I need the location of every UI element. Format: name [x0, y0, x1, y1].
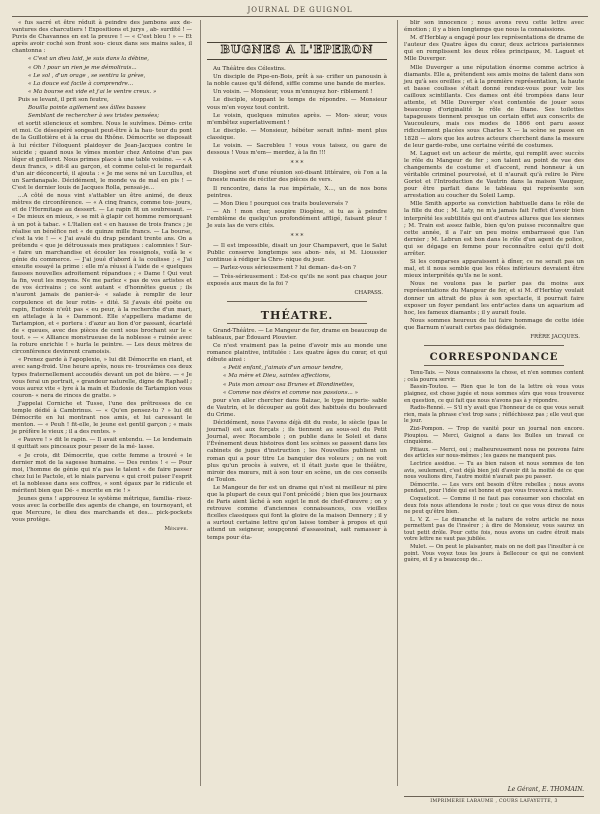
paragraph: Puis se levant, il prit son feutre,	[18, 96, 109, 103]
verse-line: « La douce est facile à comprendre...	[28, 80, 134, 87]
paragraph: « Je crois, dit Démocrite, que cette femme a trouvé « le dernier mot de la sagesse humaine. — Des rentes ! « — Pour moi, l'homme de génie qui n'a pas le talent « de faire passer chez lui le Pactole, et le niais parvenu « qui croit puiser l'esprit et la noblesse dans ses coffres, « sont égaux par le ridicule et méritent bien que Dé- « mocrite en rie ! »	[12, 452, 192, 494]
column-divider-1	[200, 20, 201, 786]
verse-line: « Ma bourse est vide et j'ai le ventre creux. »	[28, 88, 157, 95]
signature: Ménippe.	[164, 526, 188, 533]
paragraph: J'appelai Corniche et Tusse, l'une des prêtresses de ce temple dédié à Cambrinus. — « Qu'en pensez-tu ? » lui dit Démocrite en lui montrant nos amis, et lui caressant le menton. — « Peuh ! fit-elle, le jeune est gentil garçon ; « mais je préfère le vieux ; il a des rentes. »	[12, 400, 192, 436]
paragraph: blir son innocence ; nous avons revu cette lettre avec émotion ; il y a bien longtemps que nous la connaissions.	[404, 20, 584, 34]
list-item: Pitiaux. — Merci, oui ; malheureusement nous ne pouvons faire des articles sur nous-mêmes ; les gazes ne manquent pas.	[404, 446, 584, 460]
paragraph: Si les comparses apparaissent à dîner, ce ne serait pas un mal, et il nous semble que les rôles inférieurs devraient être mieux interprétés qu'ils ne le sont.	[404, 259, 584, 280]
list-item: Bassin-Toutou. — Rien que le ton de la lettre où vous vous plaignez, est chose jugée et nous sommes sûrs que vous trouverez en question, ce qui fait que nous n'avons pas à y répondre.	[404, 384, 584, 404]
paragraph: « Pauvre ! » dit le rapin. — Il avait entendu. — Le lendemain il quittait ses pinceaux pour peser de la mé- lasse.	[12, 437, 192, 451]
paragraph: Le disciple, stoppant le temps de répondre. — Monsieur vous m'en voyez tout contrit.	[207, 97, 387, 111]
paragraph: Un disciple de Pipe-en-Bois, prêt à sa- crifier un panousin à la noble cause qu'il défend, siffle comme une bande de merles.	[207, 74, 387, 88]
divider	[424, 345, 564, 346]
paragraph: ...A côté de nous vint s'attabler un être animé, de deux mètres de circonférence. — « A cinq francs, comme tou- jours, et de l'Hermitage au dessert. — Le rapin fit un soubresaut. — « De mieux en mieux, » se mit à glapir cet homme remorquant à un pot à tabac. « L'Italien est « en hausse de trois francs ; je réalise un bénéfice net « de quinze mille francs. — La bourse, c'est la vie ! — « J'ai avalé du drap pendant trente ans. On a prétendu « que je détroussais mes pratiques : calomnies ! Sur- « faire un marchandise et écouler les rossignols, voilà le « génie du commerce. — J'ai joué d'abord à la coulisse ; « J'ai ensuite essayé la prime : elle m'a réussi à l'aide de « quelques fausses nouvelles adroitement répandues ; « Dame ! Qui veut la fin, veut les moyens. Ne me parlez « pas de vos artistes et de vos écrivains ; ce sont autant « d'honnêtes gueux ; ils n'auront jamais de panier-à- « salade à remplir de leur corpulence et de leur rotin- « dité. Si j'avais été poète ou rapin, Eudoxie n'eût pas « eu peur, à la recherche d'un mari, en attelage à la « Dammont. Elle s'appellera madame de Tartampion, et « portera : d'azur au lion d'or passant, écartelé de « queues, avec des pièces de cent sous brochant sur le « tout. » — « Alliance monstrueuse de la noblesse « ruinée avec la roture enrichie ! » hurla le peintre. — Les deux mètres de circonférence devinrent cramoisis.	[12, 193, 192, 356]
verse-line: « Ma mère et Dieu, saintes affections,	[223, 373, 331, 380]
imprint-line: IMPRIMERIE LABAUME , COURS LAFAYETTE, 3	[404, 796, 584, 804]
paragraph: M. Laguet est un acteur de mérite, qui remplit avec succès le rôle du Mangeur de fer ; son talent au point de vue des changements de costume et d'accent, rend honneur à un véritable criminel pourvoisé, et il n'aurait qu'à relire le Père Goriot et l'Introduction de Vautrin dans la maison Vauquer, pour être parfait dans le tableau qui représente son arrestation au coucher du Soleil Lamp.	[404, 150, 584, 200]
paragraph: Le Mangeur de fer est un drame qui n'est ni meilleur ni pire que la plupart de ceux qui l'ont précédé ; bien que les journaux de Paris aient lâché à son sujet le mot de chef-d'œuvre ; on y retrouve comme d'anciennes connaissances, ces vieilles ficelles classiques qui font la gloire de la maison Dennery ; il y a surtout certaine lettre qu'on laisse tomber à propos et qui attend un seigneur, soupçonné d'assassinat, sait ramasser à temps pour éta-	[207, 484, 387, 541]
column-1	[12, 20, 192, 538]
correspondance-list	[404, 370, 584, 564]
verse-line: « Puis mon amour osa Brunes et Blondinettes,	[223, 381, 355, 388]
paragraph: et sortit silencieux et sombre. Nous le suivîmes. Démo- crite et moi. Ce désespéré songeait peut-être à la hau- teur du pont de la Guillotière et à la crue du Rhône. Démocrite se disposait à lui réciter l'éloquent plaidoyer de Jean-Jacques contre le suicide ; quand nous le vîmes monter chez Antoine d'un pas léger et guilleret. Nous primes place à une table voisine. — « A deux francs, » dit-il au garçon, et comme celui-ci le regardait d'un air déconcerté, il ajouta : « Je me sens né un Lucullus, et un Sardanapale. Décidément, le monde va de mal en pis ! — C'est le dernier louis de Jacques Rolla, pensai-je...	[12, 121, 192, 192]
paragraph: Il rencontre, dans la rue impériale, X..., un de nos bons peintres.	[207, 185, 387, 199]
column-2	[207, 20, 387, 543]
list-item: Mulet. — On peut le plaisanter, mais on ne doit pas l'insulter à ce point. Vous voyez tous les jours à Bellecour ce qui ne convient guère, et il y a beaucoup de...	[404, 544, 584, 564]
paragraph: — Il est impossible, disait un jour Champavert, que le Salut Public conserve longtemps ses abon- nés, si M. Lioussier continue à rédiger la Chro- nique du jour.	[207, 243, 387, 264]
running-title: JOURNAL DE GUIGNOL	[247, 6, 353, 14]
verse-line: « Petit enfant, j'aimais d'un amour tendre,	[223, 365, 343, 372]
divider	[424, 365, 564, 366]
verse-line: « Oh ! pour un rien je me démolirais...	[28, 64, 137, 71]
verse-line: « Le sol , d'un orage , se sentira la grève,	[28, 72, 146, 79]
verse-line: « Comme nos désirs et comme nos passions... »	[223, 389, 359, 396]
column-3	[404, 20, 584, 565]
separator-stars: * * *	[290, 233, 304, 241]
paragraph: Mlle Duverger a une réputation énorme comme actrice à diamants. Elle a, prétendent ses amis moins de talent dans son jeu qu'à ses oreilles ; et à la première représentation, la haute et basse coulisse s'était donné rendez-vous pour voir les cailloux scintillants. Ces dames ont été trompées dans leur attente, et Mlle Duverger s'est contentée de jouer sous beaucoup d'originalité le rôle de Diane. Ses toilettes tapageuses tiennent presque un certain effet aux conscrits de Vaucouleurs, mais ces modes de 1866 ont paru assez ridiculement placées sous Charles X — la scène se passe en 1828 — alors que les autres acteurs cherchent dans la mesure de leur garde-robe, une certaine vérité de costumes.	[404, 64, 584, 149]
theatre-title: THÉATRE.	[260, 308, 334, 322]
paragraph: Jeunes gens ! approuvez le système métrique, familia- risez-vous avec la corbeille des agents de change, en tournoyant, et que Mercure, le dieu des marchands et des... pick-pockets vous protège.	[12, 496, 192, 524]
paragraph: Le disciple. — Monsieur, hébéter serait infini- ment plus classique.	[207, 127, 387, 141]
paragraph: Un voisin. — Monsieur, vous m'ennuyez hor- riblement !	[213, 89, 373, 96]
paragraph: « fus sacré et être réduit à peindre des jambons aux de- vantures des charcutiers ! Expositions et jurys , ab- surdité ! — Puvis de Chavannes en est la preuve ! — « C'est bleu ! » — Et après avoir coché son front sou- cieux dans ses mains sales, il chantonna :	[12, 20, 192, 55]
paragraph: Diogène sort d'une réunion soi-disant littéraire, où l'on a la funeste manie de réciter des pièces de vers.	[207, 170, 387, 184]
signature: CHAPASS.	[354, 289, 383, 296]
correspondance-title: CORRESPONDANCE	[429, 352, 559, 364]
paragraph: Le voisin, quelques minutes après. — Mon- sieur, vous m'embêtez superlativement !	[207, 112, 387, 126]
list-item: L. V. Z. — Le dimanche et la nature de votre article ne nous permettent pas de l'insérer ; à dire de Monsieur, vous saurez un tout petit drôle. Pour cette fois, nous avons un cadre étroit mais votre lettre ne vaut pas jubilée.	[404, 516, 584, 543]
divider	[227, 323, 367, 324]
verse-line: Bouilla pointe agilement ses âilles basses	[28, 105, 146, 112]
paragraph: M. d'Herblay a engagé pour les représentations de drame de l'auteur des Quatre âges du cœur, deux actrices parisiennes qui en remplissent les deux rôles principaux, M. Laguet et Mlle Duverger.	[404, 35, 584, 63]
footer	[404, 786, 584, 804]
section-title: BUGNES A L'EPERON	[220, 43, 374, 56]
list-item: Coquelicot. — Comme il ne faut pas consumer son chocolat en deux fois nous attendons le reste ; tout ce que vous direz de nous ne peut qu'être bien.	[404, 495, 584, 516]
paragraph: Ce n'est vraiment pas la peine d'avoir mis au monde une romance plaintive, intitulée : Les quatre âges du cœur, et qui débute ainsi :	[207, 343, 387, 364]
list-item: Lectrice assidue. — Tu as bien raison et nous sommes de ton avis, seulement, c'est déjà bien joli d'avoir dit la moitié de ce que nous voulions dire, l'autre moitié n'aurait pas pu passer.	[404, 460, 584, 481]
paragraph: Au Théâtre des Célestins.	[213, 66, 286, 73]
separator-stars: * * *	[290, 160, 304, 168]
verse-line: Semblant de rechercher à ses tristes pensées;	[28, 113, 160, 120]
paragraph: Décidément, nous l'avons déjà dit du reste, le siècle (pas le journal) est aux forçats ; ils tiennent au sous-sol du Petit Journal, avec Rocambole ; on publie dans le Soleil et dans l'Événement deux histoires dont les scènes se passent dans les cabinets de juges d'instruction ; les Nouvelles publient un roman qui a pour titre Le banquier des voleurs ; on ne voit plus qu'un procès à suivre, et il était juste que le théâtre, miroir des mœurs, mit à son tour en scène, un de ces conseils de Toulon.	[207, 420, 387, 483]
list-item: Zizi-Pompon. — Trop de vanité pour un journal non encore. Pioupiou. — Merci, Guignol a dans les Bulles un travail ce cinquième.	[404, 425, 584, 446]
paragraph: Nous ne voulons pas le parler pas du moins aux représentations du Mangeur de fer, et si M. d'Herblay voulait donner un attrait de plus à son spectacle, il pourrait faire exposer un foyer pendant les entr'actes dans un aquarium ad hoc, les fameux diamants ; il y aurait foule.	[404, 281, 584, 316]
signature: FRÈRE JACQUES.	[530, 334, 580, 341]
paragraph: — Mon Dieu ! pourquoi ces traits bouleversés ?	[213, 200, 348, 207]
paragraph: « Prenez garde à l'apoplexie, » lui dit Démocrite en riant, et avec sang-froid. Une heure après, nous re- trouvâmes ces deux types fraternellement accoudés devant un pot de bière. — « Je vous ferai un portrait, « grandeur naturelle, digne de Raphaël ; vous aurez vite « lyre à la main et Eudoxie de Tartampion vous couron- « nera de rinces de gratte. »	[12, 357, 193, 399]
paragraph: pour s'en aller chercher dans Balzac, le type imperis- sable de Vautrin, et le découper au goût des habitués du boulevard du Crime.	[207, 397, 387, 418]
verse-line: « C'est un dieu laid, je suis dans la débine,	[28, 56, 150, 63]
header-rule	[12, 16, 588, 17]
divider	[227, 301, 367, 302]
list-item: Radis-Renné. — S'il n'y avait que l'honneur de ce que vous serait rien, mais la phrase c'est trop sans ; réfléchissez pas ; elle veut que le jour.	[404, 405, 584, 425]
gerant-line: Le Gérant, E. THOMAIN.	[507, 786, 584, 793]
column-divider-2	[397, 20, 398, 786]
paragraph: — Très-sérieusement : Est-ce qu'ils ne sont pas chaque jour exposés aux maux de la foi ?	[207, 273, 387, 287]
paragraph: Nous sommes heureux de lui faire hommage de cette idée que Barnum n'aurait certes pas dédaignée.	[404, 317, 584, 331]
list-item: Tenu-Tais. — Nous connaissons la chose, et n'en sommes content ; cela pourra servir.	[404, 370, 584, 383]
paragraph: — Parlez-vous sérieusement ? lui deman- da-t-on ?	[213, 265, 356, 272]
paragraph: Mlle Smith apporte sa conviction habituelle dans le rôle de la fille du duc ; M. Laty, ne m'a jamais fait l'effet d'avoir bien interprété les subtilités qui ont d'autres allures que les siennes ; M. Train est assez faible, bien qu'on puisse reconnaître que cette année, il a l'air un peu moins embarrassé que l'an dernier ; M. Lebrun est bon dans le rôle d'un agent de police, qui se dégage en femme pour reconnaître celui qu'il doit arrêter.	[404, 201, 584, 257]
section-title-box	[207, 42, 387, 60]
paragraph: Grand-Théâtre. — Le Mangeur de fer, drame en beaucoup de tableaux, par Édouard Plouvier.	[207, 327, 387, 341]
paragraph: Le voisin. — Sacrebleu ! vous vous taisez, ou gare de dessous ! Vous m'em— merdez, à la fin !!!	[207, 143, 387, 157]
paragraph: — Ah ! mon cher, soupire Diogène, si tu as à peindre l'emblème de quelqu'un profondément affligé, faisant pleur ! Je suis las de vers cités.	[207, 208, 387, 229]
list-item: Démocrite. — Les vers ont besoin d'être rebelles ; nous avons pendant, pour l'idée qui est bonne et que vous trouvez à mettre.	[404, 481, 584, 495]
